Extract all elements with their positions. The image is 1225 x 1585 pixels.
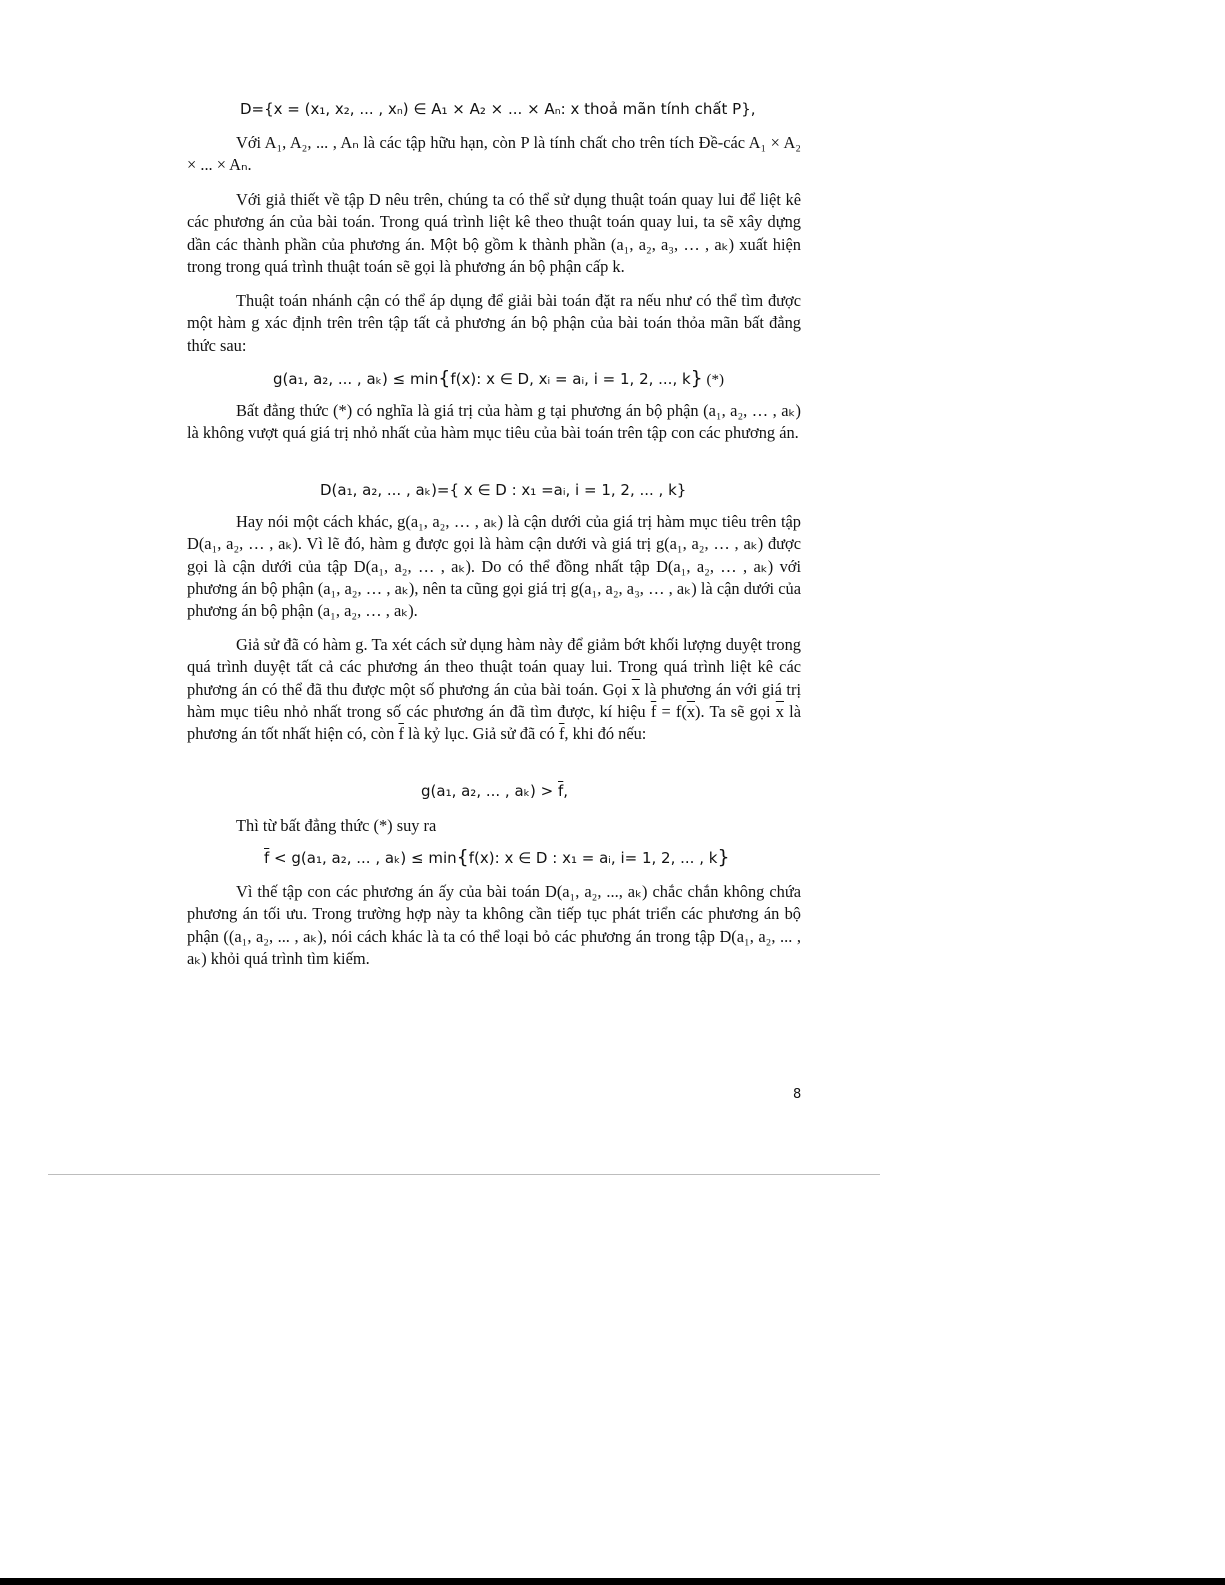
record-text-6: là kỷ lục. Giả sử đã có <box>403 724 559 744</box>
paragraph-backtracking: Với giả thiết về tập D nêu trên, chúng ta có thể sử dụng thuật toán quay lui để liệt kê các phương án của bài toán. Trong quá trình liệt kê theo thuật toán quay lui, ta sẽ xây dựng dần các thành phần của phương án. Một bộ gồm k thành phần (a₁, a₂, a₃, … , aₖ) xuất hiện trong trong quá trình thuật toán sẽ gọi là phương án bộ phận cấp k. <box>187 190 801 276</box>
formula-bound-condition <box>421 782 568 800</box>
formula-inequality-chain <box>264 846 730 868</box>
x-bar-symbol: $\overline{x}$ <box>775 701 784 721</box>
f-bar-symbol: $\overline{f}$ <box>398 724 404 744</box>
formula-subset-D: D(a₁, a₂, ... , aₖ)={ x ∈ D : x₁ =aᵢ, i = 1, 2, ... , k} <box>320 481 687 499</box>
paragraph-then: Thì từ bất đẳng thức (*) suy ra <box>236 816 437 835</box>
record-text-1: Giả sử đã có hàm g. Ta xét cách sử dụng hàm này để giảm bớt khối lượng duyệt trong quá trình duyệt tất cả các phương án theo thuật toán quay lui. Trong quá trình liệt kê các phương án có thể đã thu được một số phương án của bài toán. Gọi <box>187 635 801 699</box>
f-bar-symbol: $\overline{f}$ <box>558 782 564 800</box>
brace-close: } <box>717 846 730 868</box>
body-text-record <box>187 634 801 745</box>
brace-open: { <box>456 846 469 868</box>
brace-open: { <box>438 367 451 389</box>
condition-left: g(a₁, a₂, ... , aₖ) > <box>421 782 558 800</box>
chain-left: < g(a₁, a₂, ... , aₖ) ≤ min <box>269 849 457 867</box>
record-text-3: = f( <box>656 701 687 721</box>
body-text-branch-bound <box>187 290 801 357</box>
inequality-left: g(a₁, a₂, ... , aₖ) ≤ min <box>273 370 439 388</box>
page-number: 8 <box>793 1087 802 1102</box>
x-bar-symbol: $\overline{x}$ <box>686 701 696 721</box>
f-bar-symbol: $\overline{f}$ <box>558 724 565 744</box>
body-text-conclusion <box>187 881 801 970</box>
brace-close: } <box>690 367 703 389</box>
record-text-5: là phương án tốt nhất hiện có, còn <box>187 701 801 744</box>
paragraph-record <box>187 634 801 745</box>
chain-set: f(x): x ∈ D : x₁ = aᵢ, i= 1, 2, ... , k <box>468 849 718 867</box>
paragraph-conclusion: Vì thế tập con các phương án ấy của bài toán D(a₁, a₂, ..., aₖ) chắc chắn không chứa phương án tối ưu. Trong trường hợp này ta không cần tiếp tục phát triển các phương án bộ phận ((a₁, a₂, ... , aₖ), nói cách khác là ta có thể loại bỏ các phương án trong tập D(a₁, a₂, ... , aₖ) khỏi quá trình tìm kiếm. <box>187 882 801 968</box>
record-text-4: ). Ta sẽ gọi <box>695 701 776 721</box>
condition-end: , <box>563 782 569 800</box>
x-bar-symbol: $\overline{x}$ <box>631 679 640 699</box>
f-bar-symbol: $\overline{f}$ <box>650 701 657 721</box>
f-bar-symbol: $\overline{f}$ <box>264 849 270 867</box>
record-text-7: , khi đó nếu: <box>564 724 647 744</box>
inequality-set: f(x): x ∈ D, xᵢ = aᵢ, i = 1, 2, ..., k <box>450 370 691 388</box>
body-text-backtracking <box>187 189 801 278</box>
equation-tag: (*) <box>702 372 725 388</box>
viewer-bottom-edge <box>0 1578 1225 1585</box>
body-text-meaning <box>187 400 801 445</box>
body-text-then <box>187 815 801 837</box>
paragraph-sets: Với A₁, A₂, ... , Aₙ là các tập hữu hạn, còn P là tính chất cho trên tích Đề-các A₁ × A₂ × ... × Aₙ. <box>187 133 801 175</box>
paragraph-lower-bound: Hay nói một cách khác, g(a₁, a₂, … , aₖ) là cận dưới của giá trị hàm mục tiêu trên tập D(a₁, a₂, … , aₖ). Vì lẽ đó, hàm g được gọi là hàm cận dưới và giá trị g(a₁, a₂, … , aₖ) được gọi là cận dưới của tập D(a₁, a₂, … , aₖ). Do có thể đồng nhất tập D(a₁, a₂, … , aₖ) với phương án bộ phận (a₁, a₂, … , aₖ), nên ta cũng gọi giá trị g(a₁, a₂, a₃, … , aₖ) là cận dưới của phương án bộ phận (a₁, a₂, … , aₖ). <box>187 512 801 621</box>
body-text-lower-bound <box>187 511 801 622</box>
formula-domain-definition: D={x = (x₁, x₂, ... , xₙ) ∈ A₁ × A₂ × ... × Aₙ: x thoả mãn tính chất P}, <box>240 100 756 118</box>
record-text-2: là phương án với giá trị hàm mục tiêu nhỏ nhất trong số các phương án đã tìm được, kí hiệu <box>187 679 801 721</box>
page-bottom-divider <box>48 1174 880 1175</box>
formula-lower-bound-inequality <box>273 367 724 389</box>
paragraph-meaning: Bất đẳng thức (*) có nghĩa là giá trị của hàm g tại phương án bộ phận (a₁, a₂, … , aₖ) là không vượt quá giá trị nhỏ nhất của hàm mục tiêu của bài toán trên tập con các phương án. <box>187 401 801 443</box>
paragraph-branch-bound: Thuật toán nhánh cận có thể áp dụng để giải bài toán đặt ra nếu như có thể tìm được một hàm g xác định trên trên tập tất cả phương án bộ phận của bài toán thỏa mãn bất đẳng thức sau: <box>187 291 801 355</box>
body-text-sets <box>187 132 801 177</box>
